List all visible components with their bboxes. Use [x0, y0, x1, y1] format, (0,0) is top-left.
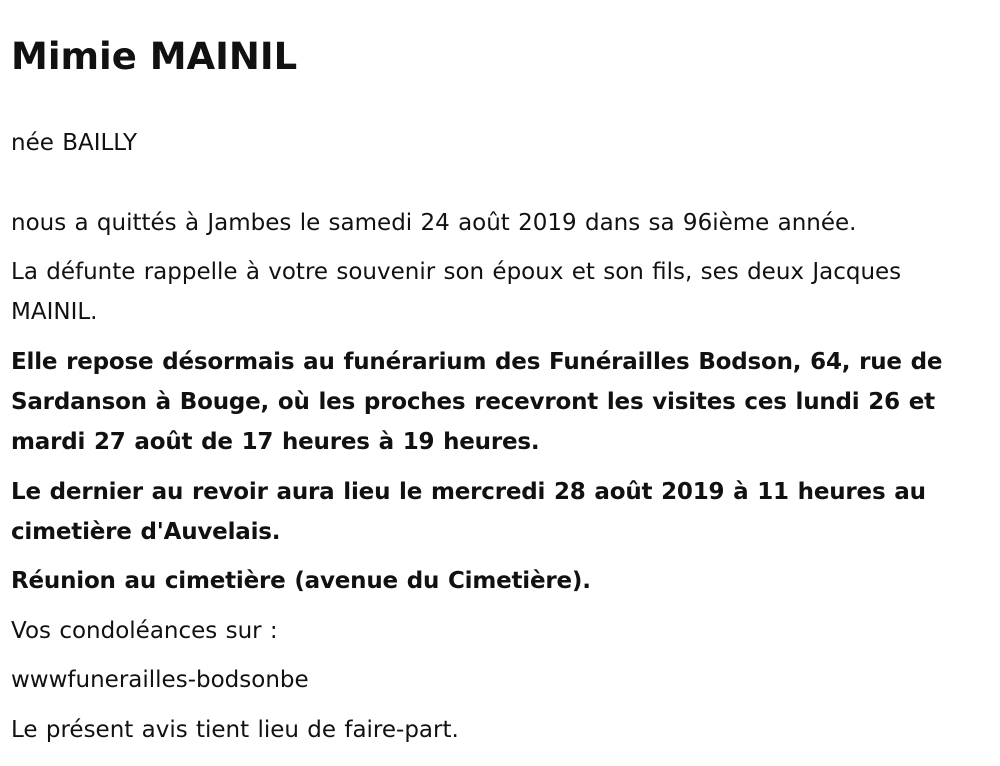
repose-paragraph: Elle repose désormais au funérarium des Funérailles Bodson, 64, rue de Sardanson à Bouge, où les proches recevront les visites ces lundi 26 et mardi 27 août de 17 heures à 19 heures.: [11, 349, 943, 455]
death-announcement: nous a quittés à Jambes le samedi 24 août 2019 dans sa 96ième année.: [11, 210, 857, 236]
meeting-paragraph: Réunion au cimetière (avenue du Cimetière).: [11, 568, 591, 594]
farewell-paragraph: Le dernier au revoir aura lieu le mercredi 28 août 2019 à 11 heures au cimetière d'Auvelais.: [11, 479, 926, 545]
condolences-website: wwwfunerailles-bodsonbe: [11, 667, 309, 693]
condolences-label: Vos condoléances sur :: [11, 618, 278, 644]
remembrance-paragraph: La défunte rappelle à votre souvenir son époux et son fils, ses deux Jacques MAINIL.: [11, 259, 902, 325]
closing-note: Le présent avis tient lieu de faire-part.: [11, 717, 459, 743]
maiden-name: née BAILLY: [11, 130, 138, 156]
deceased-name: Mimie MAINIL: [11, 35, 298, 78]
